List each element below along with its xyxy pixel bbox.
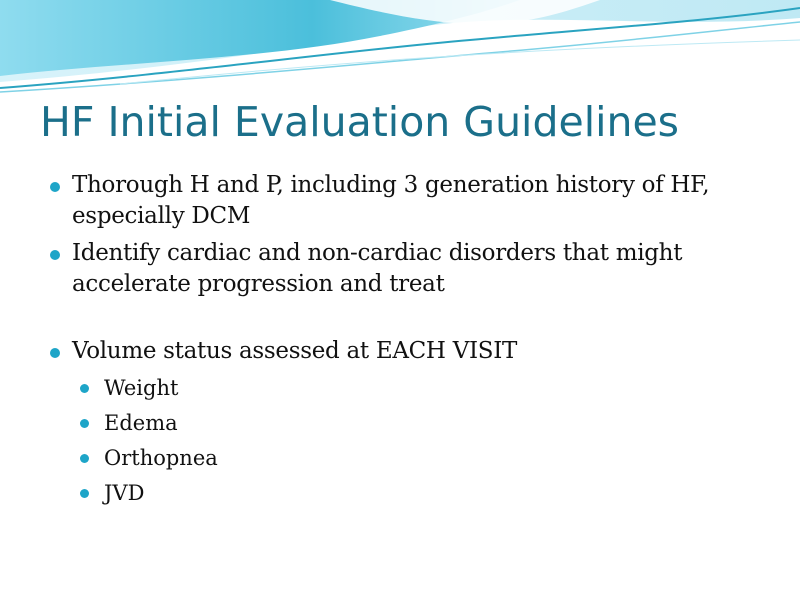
bullet-dot-icon — [50, 348, 60, 358]
sub-bullet-dot-icon — [80, 419, 89, 428]
sub-bullet-item — [44, 408, 764, 438]
sub-bullet-item — [44, 443, 764, 473]
bullet-text: Thorough H and P, including 3 generation history of HF, especially DCM — [72, 172, 710, 229]
bullet-item — [44, 238, 764, 300]
sub-bullet-dot-icon — [80, 384, 89, 393]
bullet-item — [44, 336, 764, 367]
sub-bullet-text: Orthopnea — [104, 446, 218, 470]
bullet-item — [44, 170, 764, 232]
bullet-text: Volume status assessed at EACH VISIT — [72, 338, 518, 364]
sub-bullet-text: Edema — [104, 411, 178, 435]
sub-bullet-text: Weight — [104, 376, 179, 400]
bullet-dot-icon — [50, 182, 60, 192]
bullet-dot-icon — [50, 250, 60, 260]
sub-bullet-dot-icon — [80, 454, 89, 463]
bullet-list — [44, 170, 764, 508]
bullet-text: Identify cardiac and non-cardiac disorders that might accelerate progression and treat — [72, 240, 683, 297]
slide-title: HF Initial Evaluation Guidelines — [40, 98, 680, 146]
sub-bullet-item — [44, 478, 764, 508]
sub-bullet-item — [44, 373, 764, 403]
header-wave-decoration — [0, 0, 800, 110]
sub-bullet-text: JVD — [104, 481, 145, 505]
sub-bullet-dot-icon — [80, 489, 89, 498]
